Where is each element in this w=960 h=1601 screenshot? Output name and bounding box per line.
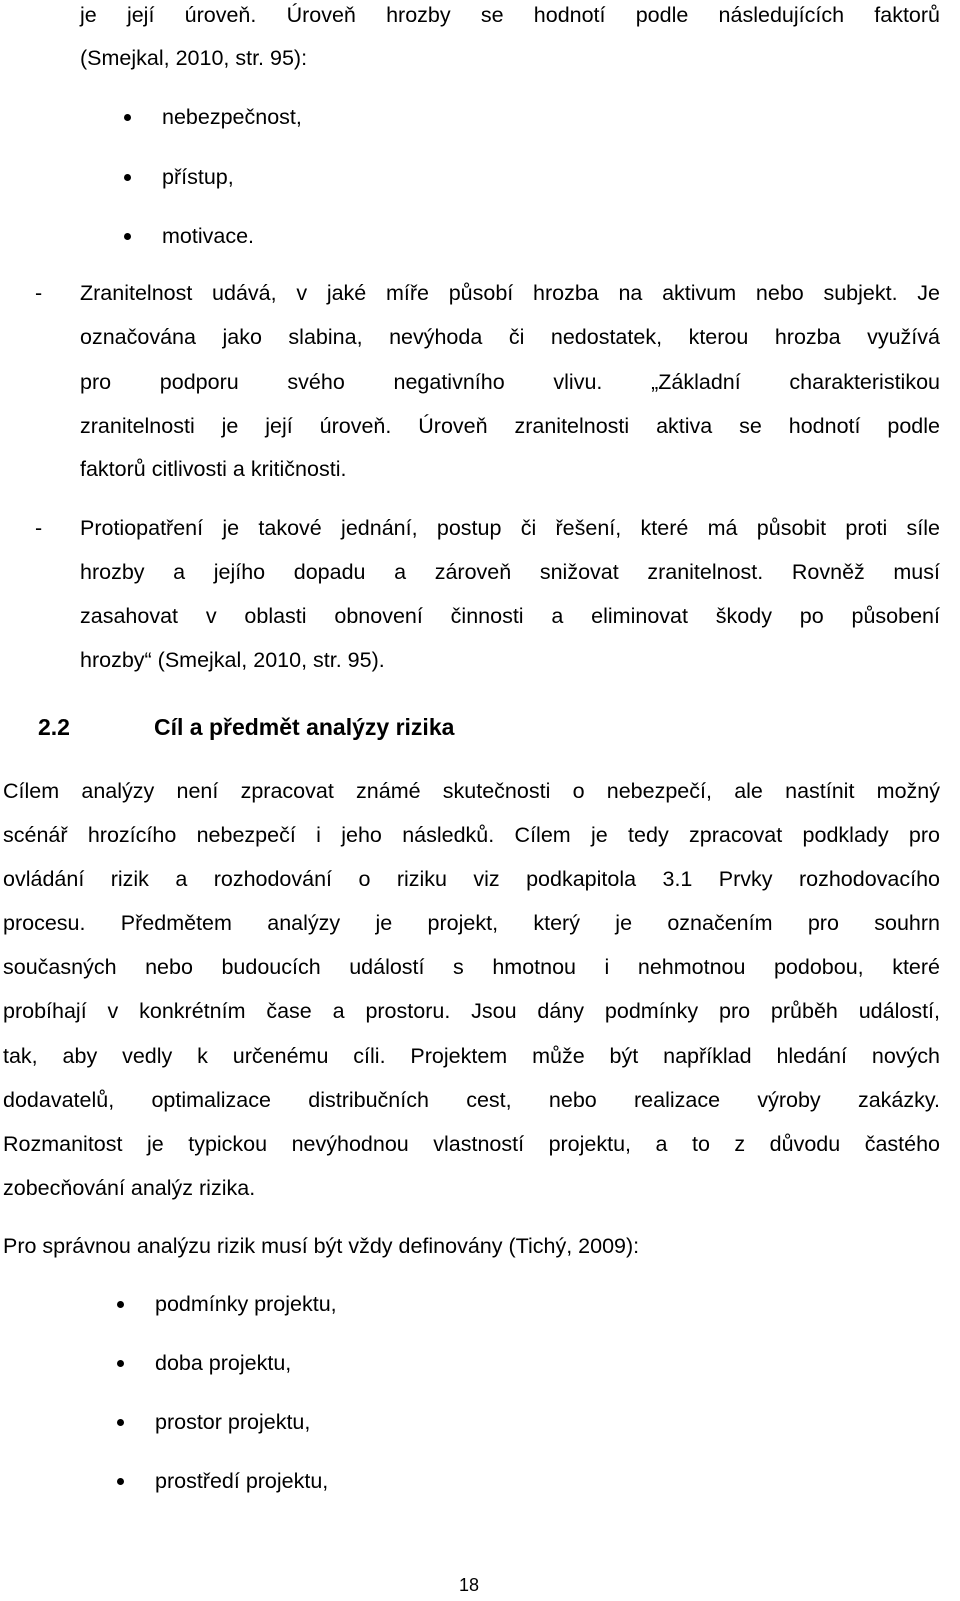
section-title: Cíl a předmět analýzy rizika <box>154 714 455 740</box>
paragraph-line: označována jako slabina, nevýhoda či nedostatek, kterou hrozba využívá <box>80 325 940 349</box>
paragraph-line: zasahovat v oblasti obnovení činnosti a eliminovat škody po působení <box>80 604 940 628</box>
intro-line: Pro správnou analýzu rizik musí být vždy definovány (Tichý, 2009): <box>3 1234 640 1258</box>
paragraph-line: dodavatelů, optimalizace distribučních cest, nebo realizace výroby zakázky. <box>3 1088 940 1112</box>
list-item: prostředí projektu, <box>155 1469 329 1493</box>
list-item: doba projektu, <box>155 1351 292 1375</box>
bullet-icon <box>117 1301 124 1308</box>
page-number: 18 <box>459 1575 480 1595</box>
paragraph-line: Zranitelnost udává, v jaké míře působí hrozba na aktivum nebo subjekt. Je <box>80 281 940 305</box>
bullet-icon <box>124 114 131 121</box>
paragraph-line: Cílem analýzy není zpracovat známé skutečnosti o nebezpečí, ale nastínit možný <box>3 779 940 803</box>
paragraph-line: probíhají v konkrétním čase a prostoru. Jsou dány podmínky pro průběh událostí, <box>3 999 940 1023</box>
dash-marker: - <box>35 281 43 305</box>
paragraph-line: zranitelnosti je její úroveň. Úroveň zranitelnosti aktiva se hodnotí podle <box>80 414 940 438</box>
section-number: 2.2 <box>38 714 70 740</box>
paragraph-line: Rozmanitost je typickou nevýhodnou vlastností projektu, a to z důvodu častého <box>3 1132 940 1156</box>
list-item: nebezpečnost, <box>162 105 302 129</box>
bullet-icon <box>117 1360 124 1367</box>
list-item: podmínky projektu, <box>155 1292 337 1316</box>
paragraph-line: ovládání rizik a rozhodování o riziku viz podkapitola 3.1 Prvky rozhodovacího <box>3 867 940 891</box>
paragraph-line: tak, aby vedly k určenému cíli. Projektem může být například hledání nových <box>3 1044 940 1068</box>
dash-marker: - <box>35 516 43 540</box>
bullet-icon <box>117 1478 124 1485</box>
list-item: motivace. <box>162 224 255 248</box>
bullet-icon <box>117 1419 124 1426</box>
paragraph-line: procesu. Předmětem analýzy je projekt, který je označením pro souhrn <box>3 911 940 935</box>
paragraph-line: je její úroveň. Úroveň hrozby se hodnotí podle následujících faktorů <box>80 3 940 27</box>
list-item: prostor projektu, <box>155 1410 311 1434</box>
paragraph-line: Protiopatření je takové jednání, postup či řešení, které má působit proti síle <box>80 516 940 540</box>
list-item: přístup, <box>162 165 234 189</box>
paragraph-line: scénář hrozícího nebezpečí i jeho následků. Cílem je tedy zpracovat podklady pro <box>3 823 940 847</box>
bullet-icon <box>124 174 131 181</box>
paragraph-line: zobecňování analýz rizika. <box>3 1176 256 1200</box>
bullet-icon <box>124 233 131 240</box>
paragraph-line: pro podporu svého negativního vlivu. „Základní charakteristikou <box>80 370 940 394</box>
paragraph-line: současných nebo budoucích událostí s hmotnou i nehmotnou podobou, které <box>3 955 940 979</box>
paragraph-line: hrozby“ (Smejkal, 2010, str. 95). <box>80 648 385 672</box>
paragraph-line: hrozby a jejího dopadu a zároveň snižovat zranitelnost. Rovněž musí <box>80 560 940 584</box>
paragraph-line: (Smejkal, 2010, str. 95): <box>80 46 308 70</box>
paragraph-line: faktorů citlivosti a kritičnosti. <box>80 457 347 481</box>
